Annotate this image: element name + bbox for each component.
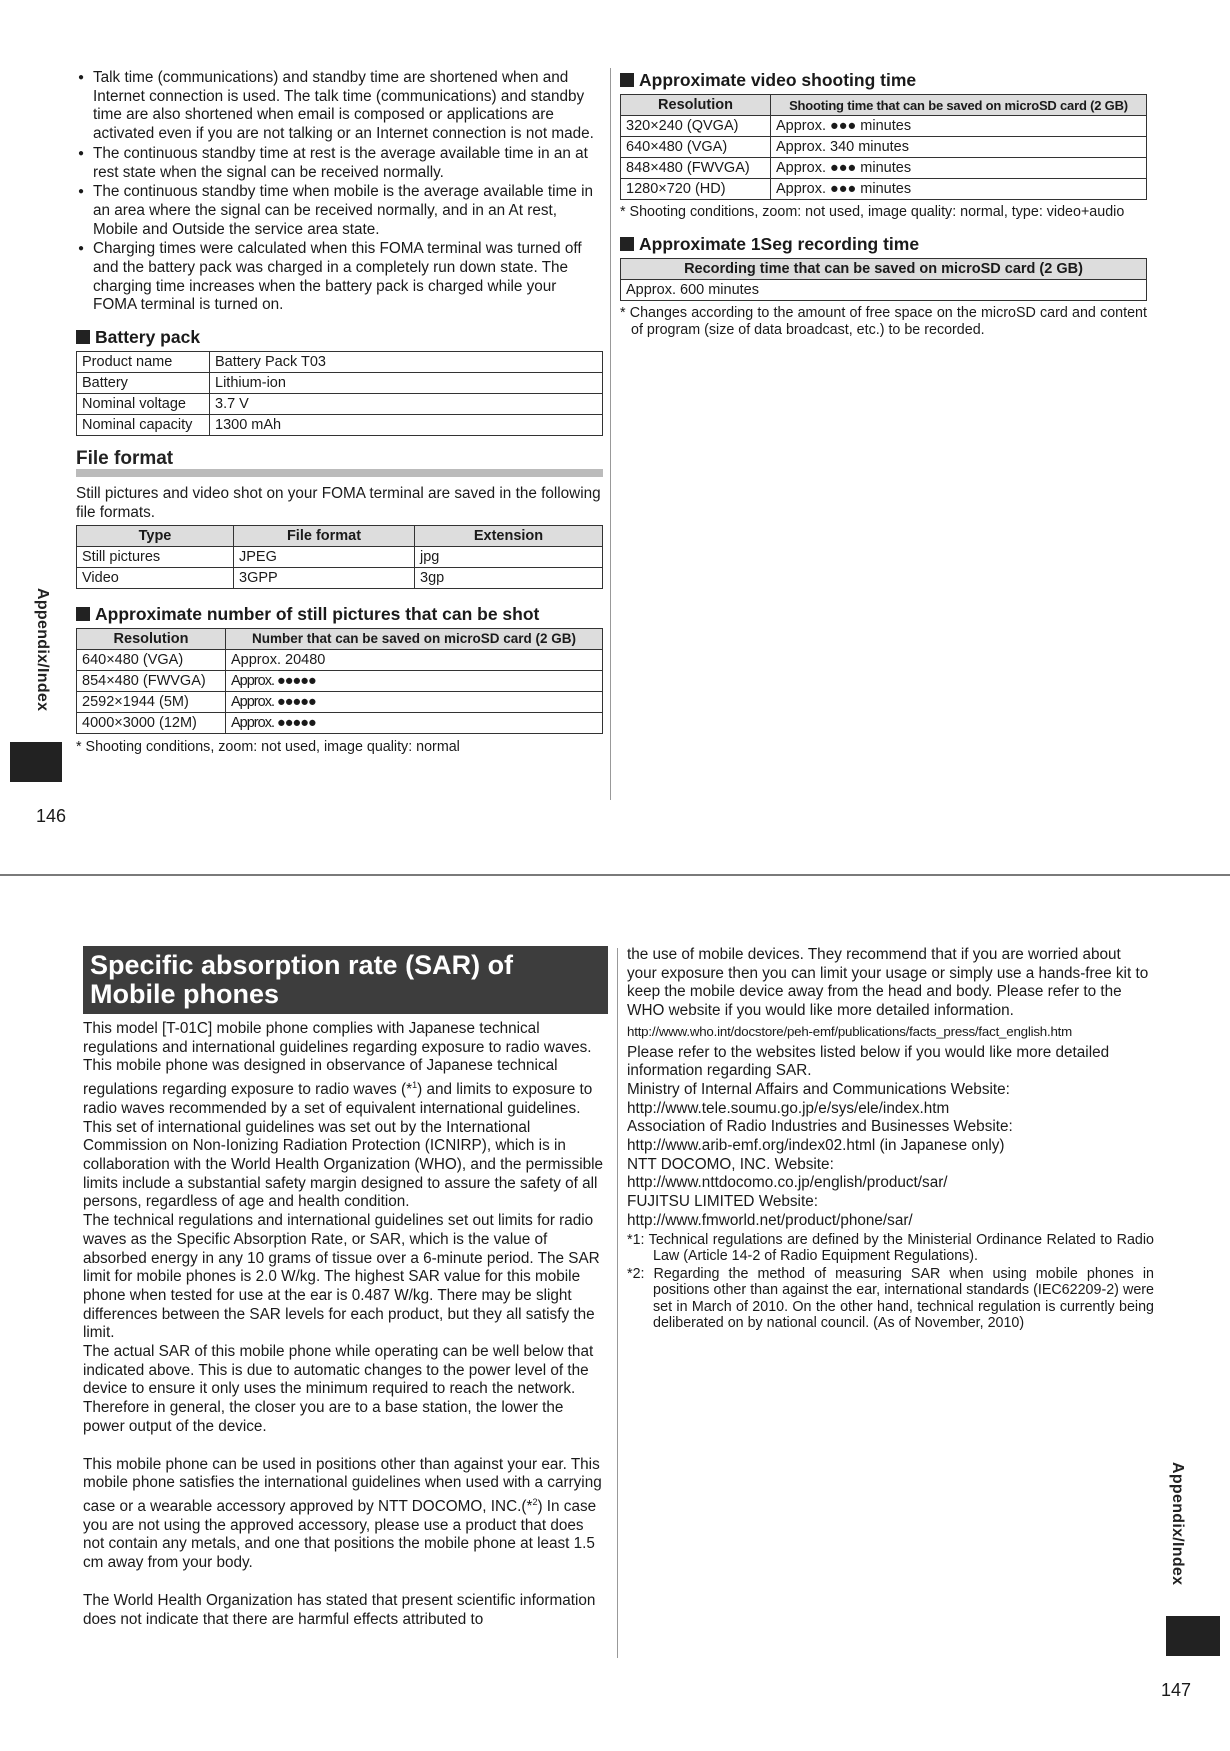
table-row: 320×240 (QVGA) Approx. ●●● minutes [621,116,1147,137]
table-row: Video 3GPP 3gp [77,567,603,588]
paragraph: The actual SAR of this mobile phone while operating can be well below that indicated above. This is due to automatic changes to the power level of the device to ensure it only uses the minimum required to reach the network. Therefore in general, the closer you are to a base station, the lower the power output of the device. [83,1343,594,1435]
footnote-2: *2: Regarding the method of measuring SAR when using mobile phones in positions other than against the ear, international standards (IEC62209-2) were set in March of 2010. On the other hand, technical regulation is currently being deliberated on by national council. (As of November, 2010) [627,1265,1154,1332]
paragraph: The World Health Organization has stated that present scientific information does not indicate that there are harmful effects attributed to [83,1591,596,1628]
table-row: Nominal voltage 3.7 V [77,394,603,415]
still-pictures-heading: Approximate number of still pictures that can be shot [76,603,603,625]
note-bullet: ● The continuous standby time at rest is the average available time in an at rest state when the signal can be received normally. [76,145,603,182]
square-icon [76,330,90,344]
table-row: 4000×3000 (12M) Approx. ●●●●● [77,712,603,733]
page-147 [0,880,1230,1750]
oneseg-note: * Changes according to the amount of free space on the microSD card and content of program (size of data broadcast, etc.) to be recorded. [620,305,1147,338]
footnote-1: *1: Technical regulations are defined by the Ministerial Ordinance Related to Radio Law (Article 14-2 of Radio Equipment Regulations). [627,1231,1154,1265]
table-row: Still pictures JPEG jpg [77,546,603,567]
file-format-table [76,525,603,589]
table-row: 2592×1944 (5M) Approx. ●●●●● [77,691,603,712]
page-number: 146 [36,806,67,826]
right-column [627,946,1154,1346]
table-row: Approx. 600 minutes [621,280,1147,301]
side-tab-label: Appendix/Index [1169,1462,1186,1586]
square-icon [620,237,634,251]
website-label: NTT DOCOMO, INC. Website: [627,1155,834,1173]
fmworld-link[interactable]: http://www.fmworld.net/product/phone/sar/ [627,1211,913,1229]
table-row: 854×480 (FWVGA) Approx. ●●●●● [77,670,603,691]
table-header-row: Type File format Extension [77,525,603,546]
paragraph: This model [T-01C] mobile phone complies with Japanese technical regulations and international guidelines regarding exposure to radio waves. [83,1020,592,1056]
paragraph: This mobile phone can be used in positions other than against your ear. This mobile phone satisfies the international guidelines when used with a carrying case or a wearable accessory approved by NTT DOCOMO, INC.(*$^2$) In case you are not using the approved accessory, please use a product that does not contain any metals, and one that positions the mobile phone at least 1.5 cm away from your body. [83,1455,602,1572]
file-format-heading: File format [76,448,603,477]
left-column [76,69,603,799]
thumb-index-tab [1166,1616,1220,1656]
who-link[interactable]: http://www.who.int/docstore/peh-emf/publications/facts_press/fact_english.htm [627,1023,1073,1039]
website-label: Ministry of Internal Affairs and Communications Website: [627,1080,1010,1098]
table-header-row: Recording time that can be saved on microSD card (2 GB) [621,259,1147,280]
table-row: 848×480 (FWVGA) Approx. ●●● minutes [621,158,1147,179]
right-column [620,69,1147,399]
paragraph: Please refer to the websites listed below if you would like more detailed information regarding SAR. [627,1043,1110,1080]
table-row: Battery Lithium-ion [77,373,603,394]
oneseg-heading: Approximate 1Seg recording time [620,233,1147,255]
video-table [620,94,1147,200]
soumu-link[interactable]: http://www.tele.soumu.go.jp/e/sys/ele/index.htm [627,1099,950,1117]
table-row: 640×480 (VGA) Approx. 340 minutes [621,137,1147,158]
arib-link[interactable]: http://www.arib-emf.org/index02.html (in Japanese only) [627,1137,1005,1155]
side-tab-label: Appendix/Index [34,588,51,712]
oneseg-table [620,258,1147,301]
column-divider [617,948,618,1658]
table-row: 1280×720 (HD) Approx. ●●● minutes [621,179,1147,200]
still-pictures-table [76,628,603,734]
table-row: 640×480 (VGA) Approx. 20480 [77,649,603,670]
left-column [83,946,608,1668]
note-bullet: ● Talk time (communications) and standby time are shortened when and Internet connection is used. The talk time (communications) and standby time are also shortened when email is composed or applications are activated even if you are not talking or an Internet connection is not made. [76,69,603,144]
square-icon [76,607,90,621]
paragraph: The technical regulations and international guidelines set out limits for radio waves as the Specific Absorption Rate, or SAR, which is the value of absorbed energy in any 10 grams of tissue over a 6-minute period. The SAR limit for mobile phones is 2.0 W/kg. The highest SAR value for this mobile phone when tested for use at the ear is 0.487 W/kg. There may be slight differences between the SAR levels for each product, but they all satisfy the limit. [83,1212,600,1342]
video-heading: Approximate video shooting time [620,69,1147,91]
table-row: Nominal capacity 1300 mAh [77,415,603,436]
note-bullet: ● The continuous standby time when mobile is the average available time in an area where the signal can be received normally, and in an At rest, Mobile and Outside the service area state. [76,183,603,239]
battery-table [76,351,603,436]
file-format-intro: Still pictures and video shot on your FOMA terminal are saved in the following file formats. [76,485,601,521]
square-icon [620,73,634,87]
website-label: FUJITSU LIMITED Website: [627,1193,818,1211]
paragraph: This mobile phone was designed in observance of Japanese technical regulations regarding exposure to radio waves (*$^1$) and limits to exposure to radio waves recommended by a set of equivalent international guidelines. This set of international guidelines was set out by the International Commission on Non-Ionizing Radiation Protection (ICNIRP), which is in collaboration with the World Health Organization (WHO), and the permissible limits include a substantial safety margin designed to assure the safety of all persons, regardless of age and health condition. [83,1057,604,1211]
page-divider [0,874,1230,876]
table-row: Product name Battery Pack T03 [77,352,603,373]
note-bullet: ● Charging times were calculated when this FOMA terminal was turned off and the battery pack was charged in a completely run down state. The charging time increases when the battery pack is charged while your FOMA terminal is turned on. [76,240,603,315]
website-label: Association of Radio Industries and Businesses Website: [627,1118,1013,1136]
column-divider [610,68,611,800]
page-number: 147 [1161,1680,1192,1700]
thumb-index-tab [10,742,62,782]
page-title: Specific absorption rate (SAR) of Mobile phones [83,946,608,1014]
table-header-row: Resolution Number that can be saved on microSD card (2 GB) [77,628,603,649]
video-note: * Shooting conditions, zoom: not used, image quality: normal, type: video+audio [620,204,1125,220]
battery-pack-heading: Battery pack [76,326,603,348]
page-146 [0,0,1230,870]
docomo-link[interactable]: http://www.nttdocomo.co.jp/english/product/sar/ [627,1174,948,1192]
still-note: * Shooting conditions, zoom: not used, image quality: normal [76,738,460,755]
paragraph: the use of mobile devices. They recommend that if you are worried about your exposure then you can limit your usage or simply use a hands-free kit to keep the mobile device away from the head and body. Please refer to the WHO website if you would like more detailed information. [627,946,1149,1020]
table-header-row: Resolution Shooting time that can be saved on microSD card (2 GB) [621,95,1147,116]
